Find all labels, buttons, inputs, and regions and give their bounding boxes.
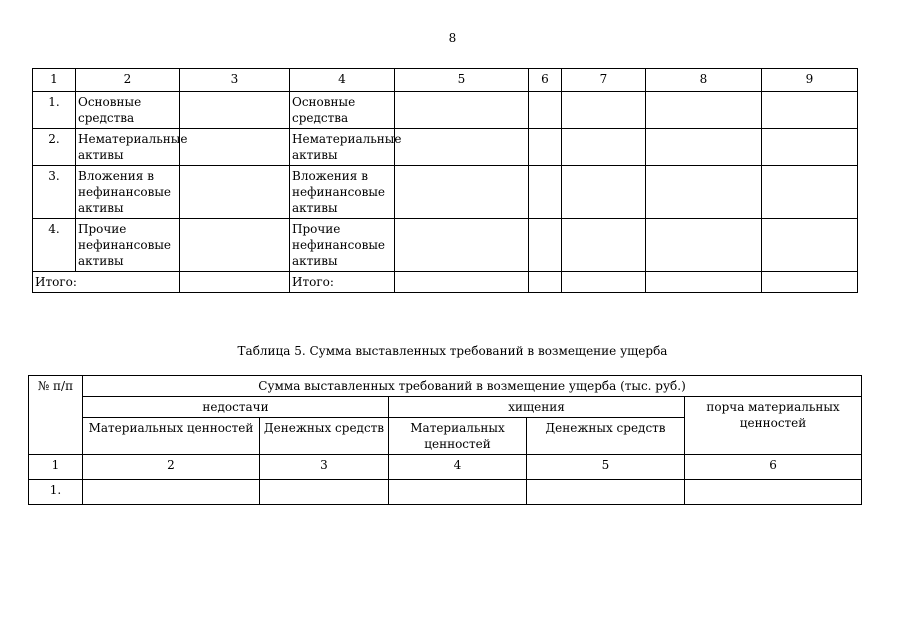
cell: [529, 272, 562, 293]
cell: [180, 92, 290, 129]
damage-claims-table: [28, 375, 862, 505]
row-number: 2.: [33, 129, 76, 166]
header-cell: 6: [529, 69, 562, 92]
asset-name: Основные средства: [76, 92, 180, 129]
cell: [395, 272, 529, 293]
cell: [83, 480, 260, 505]
cell: [646, 272, 762, 293]
cell: [646, 129, 762, 166]
table-row: [33, 92, 858, 129]
asset-name: Прочие нефинансовые активы: [290, 219, 395, 272]
table-header-row: [33, 69, 858, 92]
group-header-theft: хищения: [389, 397, 685, 418]
header-cell: 5: [395, 69, 529, 92]
cell: [529, 166, 562, 219]
cell: [395, 129, 529, 166]
column-number: 5: [527, 455, 685, 480]
header-cell: 4: [290, 69, 395, 92]
column-number: 3: [260, 455, 389, 480]
main-header: Сумма выставленных требований в возмещение ущерба (тыс. руб.): [83, 376, 862, 397]
cell: [260, 480, 389, 505]
table-row: [33, 219, 858, 272]
cell: [762, 166, 858, 219]
cell: [180, 129, 290, 166]
column-number: 1: [29, 455, 83, 480]
cell: [562, 92, 646, 129]
row-number: 1.: [29, 480, 83, 505]
subheader: Материальных ценностей: [389, 418, 527, 455]
table-header-row: [29, 397, 862, 418]
cell: [180, 219, 290, 272]
cell: [527, 480, 685, 505]
asset-name: Вложения в нефинансовые активы: [290, 166, 395, 219]
cell: [180, 166, 290, 219]
row-number: 4.: [33, 219, 76, 272]
table-row: [33, 166, 858, 219]
table-caption: Таблица 5. Сумма выставленных требований в возмещение ущерба: [237, 344, 668, 358]
header-cell: 8: [646, 69, 762, 92]
cell: [529, 92, 562, 129]
cell: [180, 272, 290, 293]
assets-table: [32, 68, 858, 293]
cell: [646, 219, 762, 272]
cell: [562, 166, 646, 219]
cell: [562, 272, 646, 293]
cell: [389, 480, 527, 505]
row-number: 3.: [33, 166, 76, 219]
table-header-row: [29, 376, 862, 397]
cell: [395, 166, 529, 219]
cell: [646, 166, 762, 219]
column-number-row: [29, 455, 862, 480]
header-cell: 3: [180, 69, 290, 92]
asset-name: Нематериальные активы: [290, 129, 395, 166]
group-header-shortage: недостачи: [83, 397, 389, 418]
table-row: [29, 480, 862, 505]
cell: [529, 129, 562, 166]
number-column-header: № п/п: [29, 376, 83, 455]
total-label: Итого:: [33, 272, 180, 293]
cell: [529, 219, 562, 272]
subheader: Денежных средств: [260, 418, 389, 455]
cell: [395, 92, 529, 129]
asset-name: Прочие нефинансовые активы: [76, 219, 180, 272]
cell: [762, 219, 858, 272]
total-label: Итого:: [290, 272, 395, 293]
asset-name: Основные средства: [290, 92, 395, 129]
table-row: [33, 129, 858, 166]
subheader: Денежных средств: [527, 418, 685, 455]
asset-name: Вложения в нефинансовые активы: [76, 166, 180, 219]
header-cell: 2: [76, 69, 180, 92]
cell: [685, 480, 862, 505]
column-number: 6: [685, 455, 862, 480]
cell: [762, 272, 858, 293]
cell: [646, 92, 762, 129]
row-number: 1.: [33, 92, 76, 129]
asset-name: Нематериальные активы: [76, 129, 180, 166]
cell: [762, 129, 858, 166]
column-number: 4: [389, 455, 527, 480]
cell: [762, 92, 858, 129]
cell: [562, 219, 646, 272]
subheader: Материальных ценностей: [83, 418, 260, 455]
column-number: 2: [83, 455, 260, 480]
page-number: 8: [448, 31, 457, 45]
header-cell: 7: [562, 69, 646, 92]
header-cell: 1: [33, 69, 76, 92]
total-row: [33, 272, 858, 293]
group-header-damage: порча материальных ценностей: [685, 397, 862, 455]
header-cell: 9: [762, 69, 858, 92]
cell: [562, 129, 646, 166]
cell: [395, 219, 529, 272]
